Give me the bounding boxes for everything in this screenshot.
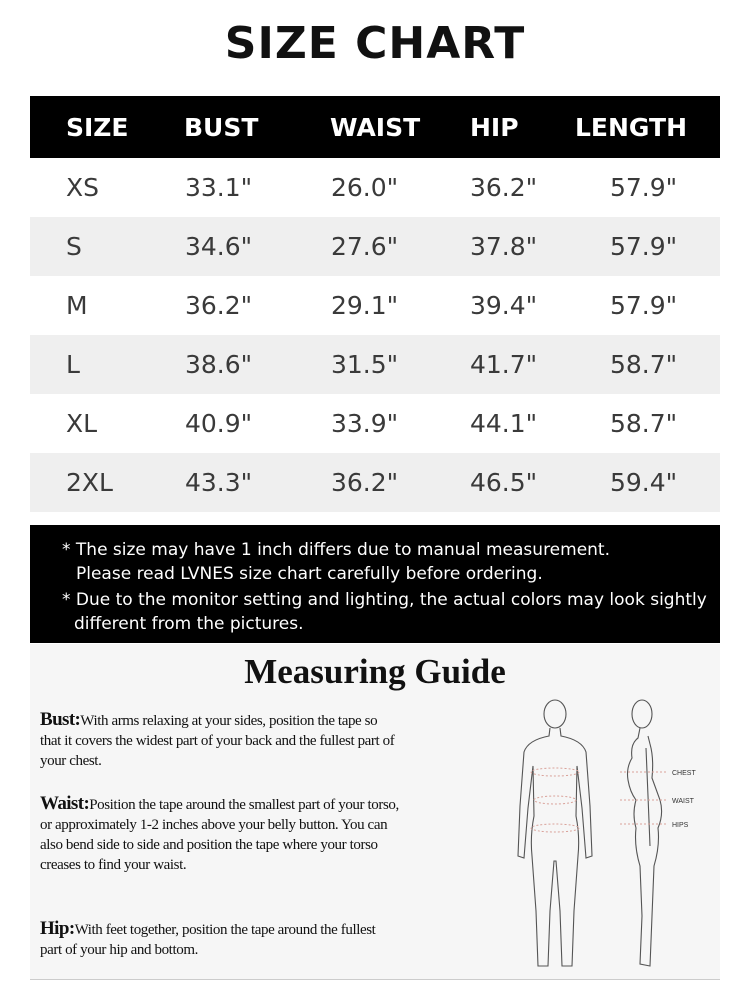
header-hip: HIP <box>470 112 519 142</box>
waist-cell: 33.9" <box>331 409 399 438</box>
header-waist: WAIST <box>330 112 421 142</box>
length-cell: 58.7" <box>610 350 678 379</box>
bust-cell: 38.6" <box>185 350 253 379</box>
waist-instruction <box>40 794 400 875</box>
bust-cell: 43.3" <box>185 468 253 497</box>
chest-label: CHEST <box>672 770 696 777</box>
table-row <box>30 394 720 453</box>
hip-text: With feet together, position the tape around the fullest part of your hip and bottom. <box>40 922 376 958</box>
size-cell: 2XL <box>66 468 113 497</box>
length-cell: 57.9" <box>610 173 678 202</box>
hip-cell: 36.2" <box>470 173 538 202</box>
bust-text: With arms relaxing at your sides, position the tape so that it covers the widest part of your back and the fullest part of your chest. <box>40 713 395 769</box>
table-row <box>30 335 720 394</box>
bust-instruction <box>40 710 400 771</box>
table-row <box>30 158 720 217</box>
guide-title: Measuring Guide <box>244 652 506 691</box>
hip-label: Hip: <box>40 918 75 939</box>
table-header <box>30 96 720 158</box>
size-notes <box>30 525 720 643</box>
length-cell: 57.9" <box>610 232 678 261</box>
size-cell: S <box>66 232 82 261</box>
header-size: SIZE <box>66 112 129 142</box>
bust-label: Bust: <box>40 709 81 730</box>
hip-cell: 41.7" <box>470 350 538 379</box>
size-cell: M <box>66 291 88 320</box>
waist-cell: 36.2" <box>331 468 399 497</box>
note-line: * Due to the monitor setting and lighting, the actual colors may look sightly <box>62 590 707 610</box>
hip-cell: 39.4" <box>470 291 538 320</box>
length-cell: 57.9" <box>610 291 678 320</box>
note-line: different from the pictures. <box>74 614 304 634</box>
length-cell: 58.7" <box>610 409 678 438</box>
waist-cell: 27.6" <box>331 232 399 261</box>
hip-cell: 46.5" <box>470 468 538 497</box>
header-length: LENGTH <box>575 112 687 142</box>
length-cell: 59.4" <box>610 468 678 497</box>
size-cell: L <box>66 350 80 379</box>
size-cell: XL <box>66 409 98 438</box>
waist-cell: 26.0" <box>331 173 399 202</box>
front-body-outline <box>518 700 592 966</box>
hip-cell: 44.1" <box>470 409 538 438</box>
table-row <box>30 276 720 335</box>
waist-label: Waist: <box>40 793 90 814</box>
page-title: SIZE CHART <box>224 18 526 69</box>
waist-cell: 31.5" <box>331 350 399 379</box>
hip-cell: 37.8" <box>470 232 538 261</box>
note-line: Please read LVNES size chart carefully before ordering. <box>76 564 543 584</box>
size-table <box>30 96 720 512</box>
hip-instruction <box>40 919 400 960</box>
body-figure-illustration <box>500 696 700 976</box>
table-row <box>30 453 720 512</box>
waist-figure-label: WAIST <box>672 798 694 805</box>
note-line: * The size may have 1 inch differs due to manual measurement. <box>62 540 611 560</box>
measuring-guide <box>30 644 720 980</box>
size-cell: XS <box>66 173 99 202</box>
table-row <box>30 217 720 276</box>
hips-label: HIPS <box>672 822 689 829</box>
waist-text: Position the tape around the smallest part of your torso, or approximately 1-2 inches above your belly button. You can also bend side to side and position the tape where your torso creases to find your waist. <box>40 797 399 873</box>
side-body-outline <box>628 700 662 966</box>
bust-cell: 33.1" <box>185 173 253 202</box>
note-measurement <box>62 538 720 586</box>
header-bust: BUST <box>184 112 259 142</box>
waist-cell: 29.1" <box>331 291 399 320</box>
bust-cell: 36.2" <box>185 291 253 320</box>
bust-cell: 34.6" <box>185 232 253 261</box>
bust-cell: 40.9" <box>185 409 253 438</box>
note-colors <box>62 588 720 636</box>
